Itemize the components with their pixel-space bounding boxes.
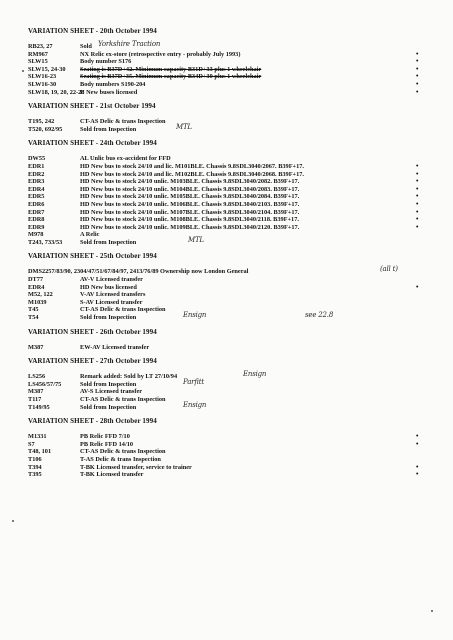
entry-description: Sold from Inspection — [80, 125, 137, 133]
entry-description: Sold — [80, 43, 92, 50]
sheet-title: VARIATION SHEET - 26th October 1994 — [28, 327, 157, 336]
vehicle-code: LS456/57/75 — [28, 380, 62, 388]
variation-sheet-section — [28, 139, 428, 246]
entry-row — [28, 163, 428, 171]
entry-row — [28, 400, 428, 412]
vehicle-code: SLW16-30 — [28, 80, 57, 88]
vehicle-code: EDR4 — [28, 185, 45, 193]
vehicle-code: EDR4 — [28, 283, 45, 291]
vehicle-code: EDR1 — [28, 162, 45, 170]
entry-row — [28, 471, 428, 479]
handwritten-note: Ensign — [183, 311, 207, 320]
bullet-mark-icon: • — [416, 432, 419, 441]
entry-description: HD New bus to stock 24/10 unlic. M108BLE. Chassis 9.8SDL3040/2118. B39F+17. — [80, 216, 299, 224]
vehicle-code: DT77 — [28, 276, 44, 284]
entry-description: PB Relic FFD 7/10 — [80, 433, 130, 441]
bullet-mark-icon: • — [416, 161, 419, 170]
entry-row — [28, 186, 428, 194]
handwritten-note: Ensign — [183, 400, 207, 409]
bullet-mark-icon: • — [416, 87, 419, 96]
entry-description: HD New bus licensed — [80, 283, 137, 291]
entry-description: Body number S176 — [80, 58, 132, 66]
sheet-title: VARIATION SHEET - 27th October 1994 — [28, 357, 157, 366]
entry-row — [28, 193, 428, 201]
vehicle-code: SLW18, 19, 20, 22-28 — [28, 88, 85, 96]
entry-row — [28, 396, 428, 404]
vehicle-code: DW55 — [28, 155, 46, 163]
vehicle-code: T243, 733/53 — [28, 238, 63, 246]
entry-description: V-AV Licensed transfers — [80, 291, 146, 299]
entry-row — [28, 171, 428, 179]
entry-row — [28, 118, 428, 126]
vehicle-code: SLW15 — [28, 58, 48, 66]
vehicle-code: T520, 692/95 — [28, 125, 63, 133]
vehicle-code: LS256 — [28, 373, 46, 381]
bullet-mark-icon: • — [416, 177, 419, 186]
entry-row — [28, 66, 428, 74]
bullet-mark-icon: • — [416, 57, 419, 66]
vehicle-code: T106 — [28, 455, 42, 463]
variation-sheet-section — [28, 328, 428, 352]
bullet-mark-icon: • — [416, 470, 419, 479]
sheet-title: VARIATION SHEET - 28th October 1994 — [28, 417, 157, 426]
entry-description: HD New bus to stock 24/10 unlic. M103BLE. Chassis 9.8SDL3040/2082. B39F+17. — [80, 178, 300, 186]
entry-description: HD New bus to stock 24/10 unlic. M107BLE. Chassis 9.8SDL3040/2104. B39F+17. — [80, 208, 300, 216]
vehicle-code: S7 — [28, 440, 35, 448]
vehicle-code: SLW15, 24-30 — [28, 65, 66, 73]
vehicle-code: EDR5 — [28, 193, 45, 201]
sheet-title: VARIATION SHEET - 24th October 1994 — [28, 139, 157, 148]
vehicle-code: T395 — [28, 471, 42, 479]
entry-row — [28, 216, 428, 224]
entry-description: Sold from Inspection — [80, 403, 137, 411]
entry-description: HD New bus to stock 24/10 unlic. M105BLE. Chassis 9.8SDL3040/2084. B39F+17. — [80, 193, 300, 201]
vehicle-code: M1039 — [28, 298, 47, 306]
scan-speck — [431, 610, 433, 612]
bullet-mark-icon: • — [416, 439, 419, 448]
handwritten-note: MTL — [176, 122, 192, 131]
bullet-mark-icon: • — [416, 199, 419, 208]
variation-sheet-section — [28, 252, 428, 321]
entry-description: AV-V Licensed transfer — [80, 276, 143, 284]
entry-row — [28, 155, 428, 163]
entry-description: T-BK Licensed transfer — [80, 471, 144, 479]
entry-description: AV-S Licensed transfer — [80, 388, 143, 396]
entry-description: CT-AS Delic & trans Inspection — [80, 118, 166, 126]
entry-description: AL Unlic bus ex-accident for FFD — [80, 155, 171, 163]
variation-sheet-section — [28, 27, 428, 96]
entry-row — [28, 58, 428, 66]
entry-row — [28, 209, 428, 217]
entry-description: EW-AV Licensed transfer — [80, 343, 150, 351]
entry-row — [28, 201, 428, 209]
vehicle-code: T394 — [28, 463, 42, 471]
entry-row — [28, 299, 428, 307]
entry-description: HD New bus to stock 24/10 and lic. M102BLE. Chassis 9.8SDL3040/2068. B39F+17. — [80, 170, 305, 178]
vehicle-code: M978 — [28, 231, 44, 239]
entry-description: Sold from Inspection — [80, 314, 137, 322]
entry-description: A Relic — [80, 231, 100, 239]
entry-row — [28, 276, 428, 284]
entry-row — [28, 464, 428, 472]
entry-row — [28, 291, 428, 299]
vehicle-code: EDR3 — [28, 178, 45, 186]
vehicle-code: T48, 101 — [28, 448, 52, 456]
margin-note: see 22.8 — [305, 311, 334, 319]
entry-description: HD New bus to stock 24/10 unlic. M106BLE. Chassis 9.8SDL3040/2103. B39F+17. — [80, 200, 300, 208]
scan-speck — [22, 70, 24, 72]
vehicle-code: EDR8 — [28, 216, 45, 224]
vehicle-code: T54 — [28, 314, 39, 322]
entry-row — [28, 284, 428, 292]
entry-row — [28, 73, 428, 81]
entry-row — [28, 448, 428, 456]
bullet-mark-icon: • — [416, 192, 419, 201]
entry-description: S-AV Licensed transfer — [80, 298, 143, 306]
entry-description: HD New bus to stock 24/10 unlic. M109BLE. Chassis 9.8SDL3040/2120. B39F+17. — [80, 223, 300, 231]
vehicle-code: SLW16-23 — [28, 73, 57, 81]
handwritten-note: Parfitt — [183, 377, 204, 386]
entry-description: Sold from Inspection — [80, 380, 137, 388]
entry-row — [28, 231, 428, 239]
bullet-mark-icon: • — [416, 462, 419, 471]
entry-description: Remark added: Sold by LT 27/10/94 — [80, 373, 178, 381]
vehicle-code: EDR6 — [28, 200, 45, 208]
entry-row — [28, 388, 428, 396]
entry-description: CT-AS Delic & trans Inspection — [80, 306, 166, 314]
bullet-mark-icon: • — [416, 64, 419, 73]
entry-row — [28, 311, 428, 322]
entry-row — [28, 433, 428, 441]
entry-row — [28, 456, 428, 464]
sheet-title: VARIATION SHEET - 21st October 1994 — [28, 102, 156, 111]
entry-row — [28, 40, 428, 51]
bullet-mark-icon: • — [416, 169, 419, 178]
entry-description: CT-AS Delic & trans Inspection — [80, 396, 166, 403]
entry-description: HD New bus to stock 24/10 unlic. M104BLE. Chassis 9.8SDL3040/2083. B39F+17. — [80, 185, 300, 193]
vehicle-code: M52, 122 — [28, 291, 53, 299]
entry-description: Seating is B37D+42. Minimum capacity B31D+33 plus 1 wheelchair — [80, 65, 262, 73]
entry-description: U New buses licensed — [80, 88, 138, 96]
entry-description: Sold from Inspection — [80, 238, 137, 246]
entry-row — [28, 224, 428, 232]
entry-description: HD New bus to stock 24/10 and lic. M101BLE. Chassis 9.8SDL3040/2067. B39F+17. — [80, 162, 305, 170]
handwritten-note: Yorkshire Traction — [98, 40, 161, 48]
variation-sheet-section — [28, 102, 428, 133]
entry-description: CT-AS Delic & trans Inspection — [80, 448, 166, 456]
variation-sheet-section — [28, 357, 428, 411]
entry-description: T-AS Delic & trans Inspection — [80, 455, 161, 463]
entry-row — [28, 265, 428, 276]
variation-sheet-section — [28, 417, 428, 479]
entry-row — [28, 81, 428, 89]
entry-description: Seating is B37D+35. Minimum capacity B34D+30 plus 1 wheelchair — [80, 73, 262, 81]
entry-row — [28, 344, 428, 352]
vehicle-code: T45 — [28, 306, 39, 314]
bullet-mark-icon: • — [416, 184, 419, 193]
bullet-mark-icon: • — [416, 49, 419, 58]
entry-description: T-BK Licensed transfer, service to trainer — [80, 463, 192, 471]
vehicle-code: T117 — [28, 396, 42, 403]
vehicle-code: T195, 242 — [28, 118, 55, 126]
entry-description: NX Relic ex-store (retrospective entry - probably July 1993) — [80, 50, 241, 58]
bullet-mark-icon: • — [416, 282, 419, 291]
handwritten-note: Ensign — [243, 370, 267, 379]
bullet-mark-icon: • — [416, 207, 419, 216]
entry-row — [28, 51, 428, 59]
entry-row — [28, 441, 428, 449]
sheet-title: VARIATION SHEET - 20th October 1994 — [28, 27, 157, 35]
entry-row — [28, 89, 428, 97]
handwritten-note: (all t) — [380, 265, 398, 274]
vehicle-code: RM967 — [28, 50, 48, 58]
vehicle-code: RB23, 27 — [28, 43, 53, 50]
scan-speck — [12, 520, 14, 522]
entry-row — [28, 370, 428, 381]
entry-description: PB Relic FFD 14/10 — [80, 440, 133, 448]
vehicle-code: T149/95 — [28, 403, 50, 411]
entry-row — [28, 306, 428, 314]
vehicle-code: M387 — [28, 343, 44, 351]
entry-description: DMS2257/83/90, 2304/47/51/67/84/97, 2413/76/89 Ownership now London General — [28, 268, 249, 276]
bullet-mark-icon: • — [416, 215, 419, 224]
bullet-mark-icon: • — [416, 79, 419, 88]
vehicle-code: EDR2 — [28, 170, 45, 178]
bullet-mark-icon: • — [416, 222, 419, 231]
handwritten-note: MTL — [188, 235, 204, 244]
vehicle-code: EDR7 — [28, 208, 45, 216]
entry-row — [28, 178, 428, 186]
vehicle-code: EDR9 — [28, 223, 45, 231]
vehicle-code: M1331 — [28, 433, 47, 441]
vehicle-code: M387 — [28, 388, 44, 396]
variation-sheets — [28, 27, 428, 485]
bullet-mark-icon: • — [416, 72, 419, 81]
sheet-title: VARIATION SHEET - 25th October 1994 — [28, 252, 157, 261]
entry-description: Body numbers S190-204 — [80, 80, 146, 88]
